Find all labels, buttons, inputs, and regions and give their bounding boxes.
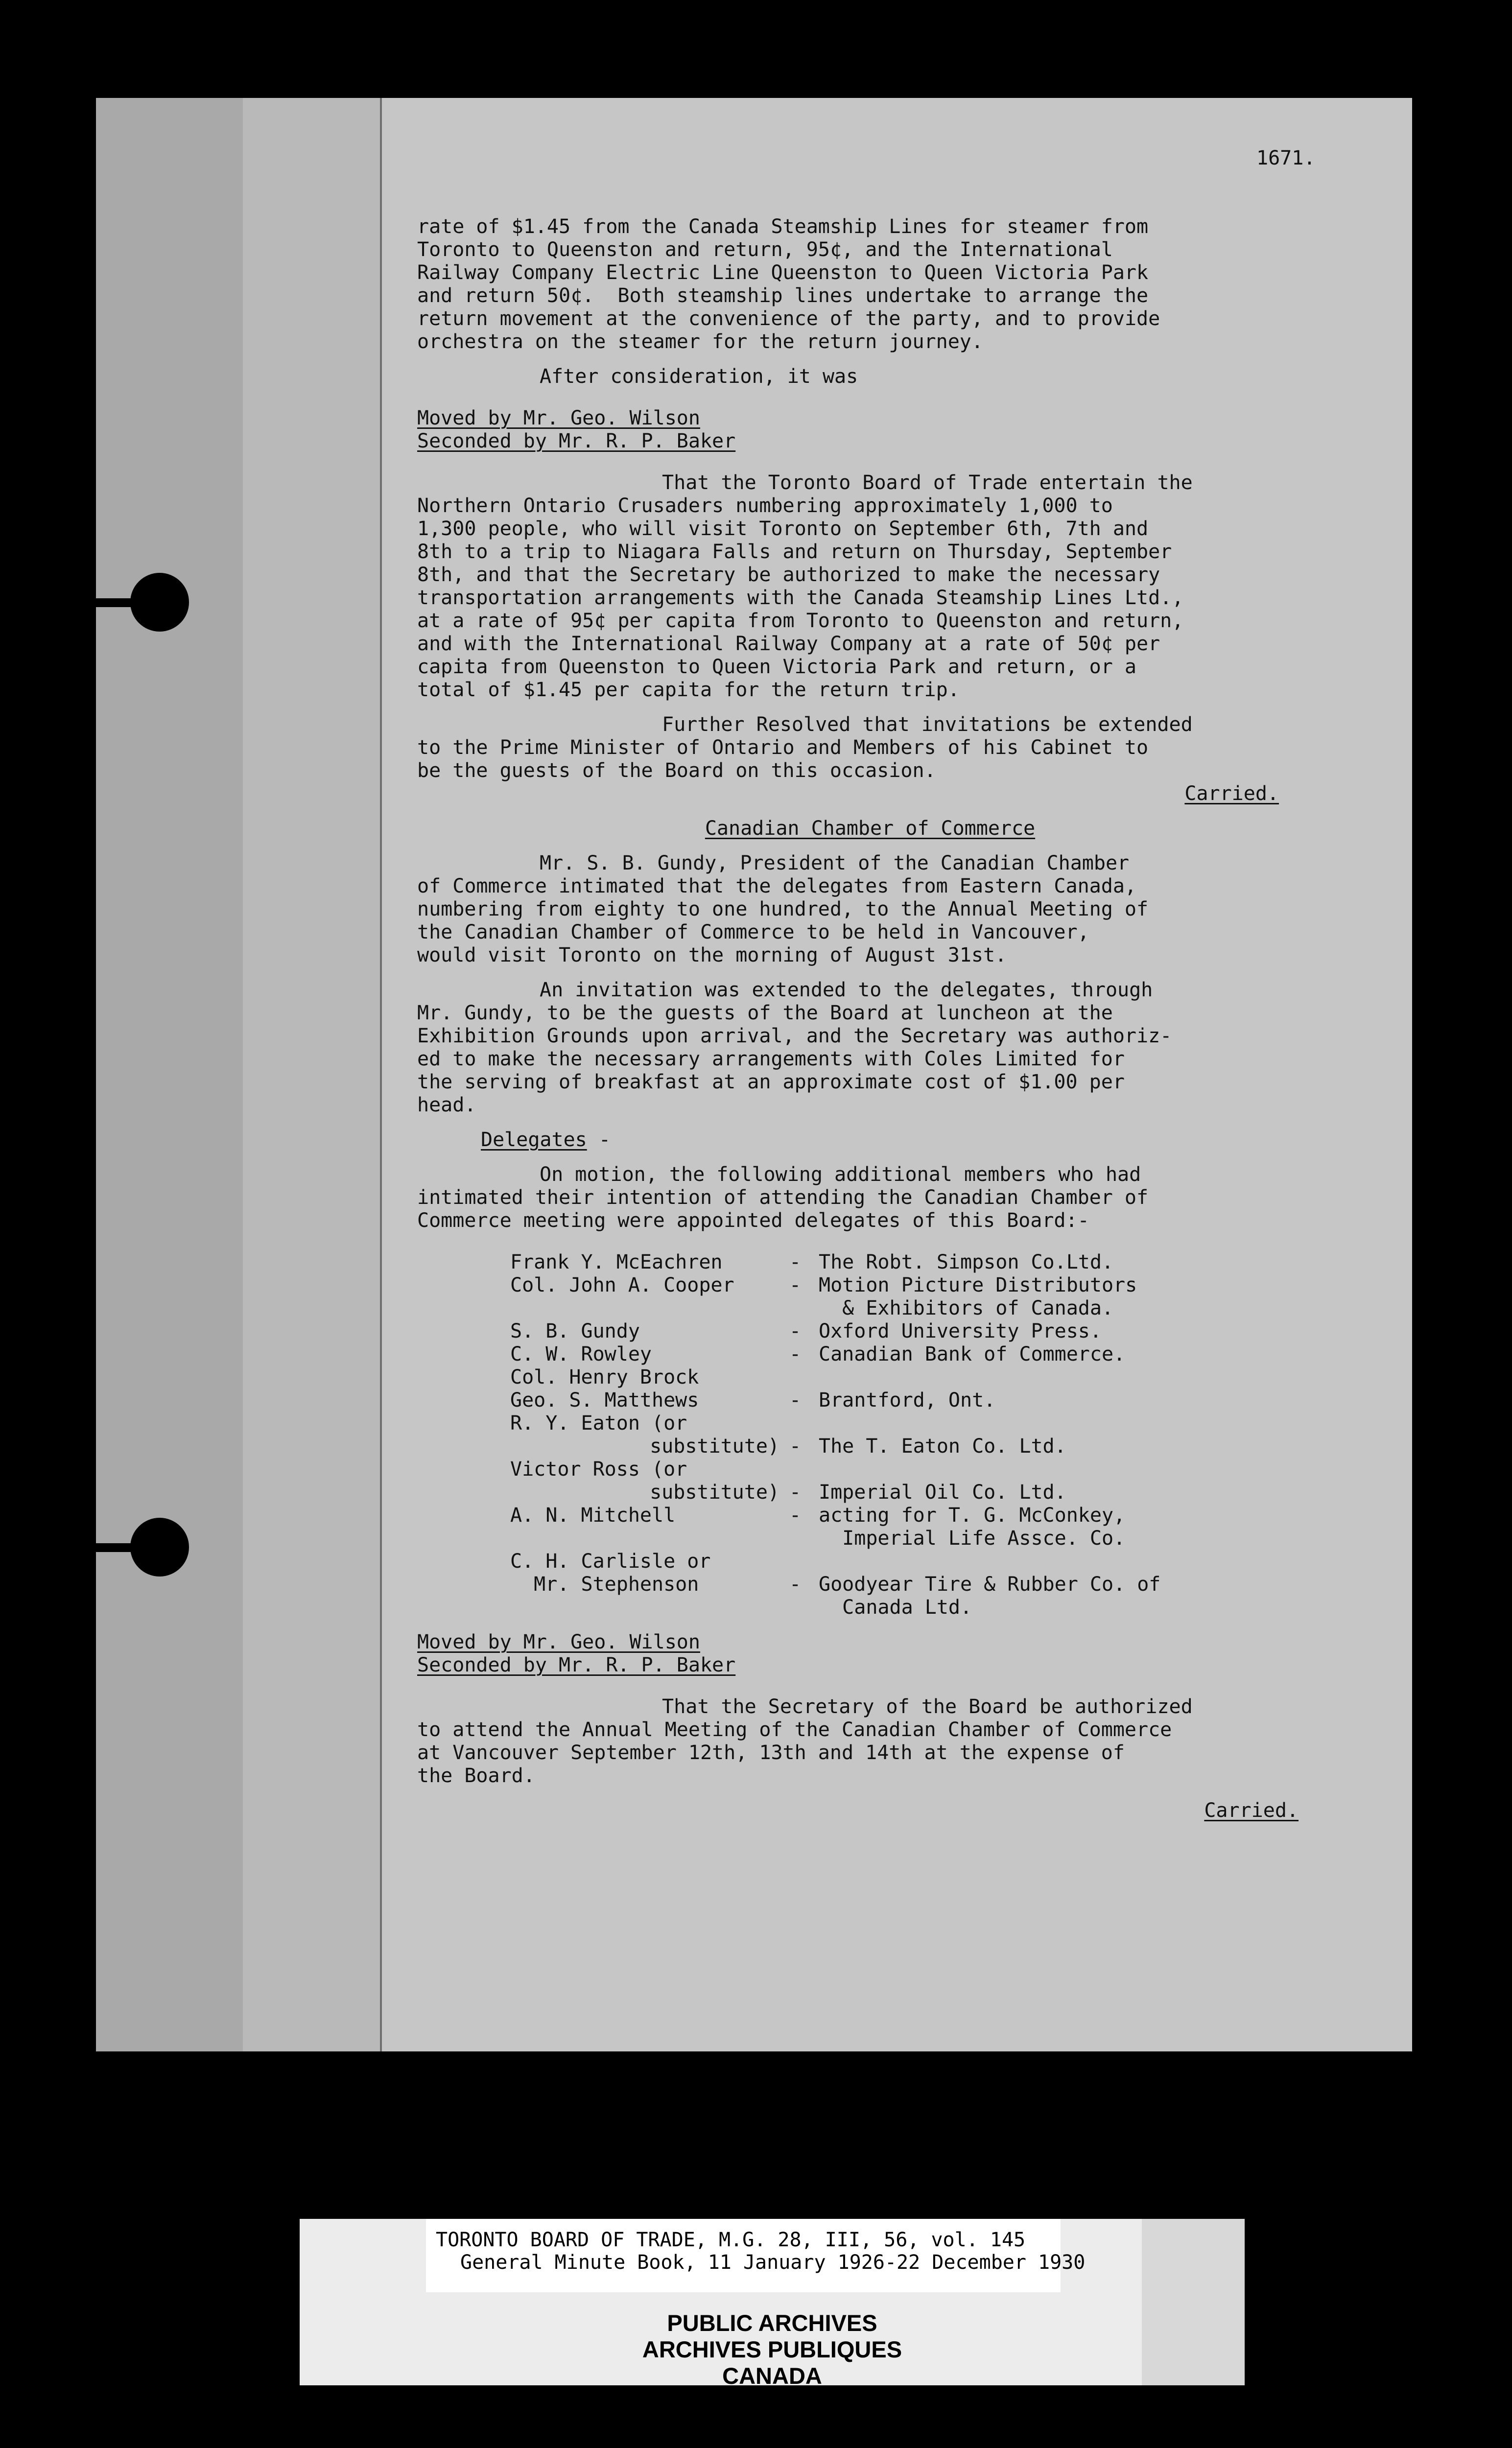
seconded-by: Seconded by Mr. R. P. Baker xyxy=(417,430,736,452)
text-line: of Commerce intimated that the delegates from Eastern Canada, xyxy=(417,875,1137,897)
text-line: to the Prime Minister of Ontario and Members of his Cabinet to xyxy=(417,736,1149,759)
delegates-heading-row xyxy=(417,1129,1323,1152)
delegate-dash xyxy=(789,1458,819,1481)
delegate-dash xyxy=(789,1366,819,1389)
text-line: numbering from eighty to one hundred, to the Annual Meeting of xyxy=(417,898,1149,920)
delegate-dash: - xyxy=(789,1481,802,1504)
text-line: rate of $1.45 from the Canada Steamship Lines for steamer from xyxy=(417,215,1149,238)
delegate-row xyxy=(417,1389,1323,1412)
seconded-by: Seconded by Mr. R. P. Baker xyxy=(417,1654,736,1676)
delegate-name xyxy=(417,1596,789,1619)
delegate-name: substitute) xyxy=(650,1435,780,1458)
delegate-name xyxy=(417,1527,789,1550)
archive-label xyxy=(300,2219,1245,2389)
text-line: That the Toronto Board of Trade entertain the xyxy=(662,471,1193,494)
text-line: transportation arrangements with the Canada Steamship Lines Ltd., xyxy=(417,587,1184,609)
text-line: Exhibition Grounds upon arrival, and the Secretary was authoriz- xyxy=(417,1025,1172,1047)
text-line: at Vancouver September 12th, 13th and 14th at the expense of xyxy=(417,1742,1125,1764)
margin-rule xyxy=(380,98,382,2051)
delegate-name: Geo. S. Matthews xyxy=(510,1389,699,1412)
delegate-name: C. H. Carlisle or xyxy=(510,1550,711,1573)
delegate-row xyxy=(417,1297,1323,1320)
text-line: An invitation was extended to the delegates, through xyxy=(540,979,1153,1001)
text-line: 8th, and that the Secretary be authorized to make the necessary xyxy=(417,564,1160,586)
delegate-dash: - xyxy=(789,1435,802,1458)
binder-hole-bottom xyxy=(130,1518,189,1577)
text-line: Mr. Gundy, to be the guests of the Board at luncheon at the xyxy=(417,1002,1113,1024)
carried-label: Carried. xyxy=(1204,1799,1299,1822)
delegate-name: Col. John A. Cooper xyxy=(510,1274,734,1296)
delegate-name: Frank Y. McEachren xyxy=(510,1251,723,1273)
carried-label: Carried. xyxy=(1184,782,1279,805)
delegates-heading: Delegates xyxy=(481,1129,587,1151)
delegate-organization: Canada Ltd. xyxy=(819,1596,972,1619)
delegate-organization: Brantford, Ont. xyxy=(819,1389,996,1412)
delegate-name xyxy=(417,1297,789,1320)
text-line: the Canadian Chamber of Commerce to be held in Vancouver, xyxy=(417,921,1089,943)
delegate-organization: Oxford University Press. xyxy=(819,1320,1102,1342)
delegate-dash xyxy=(789,1297,819,1320)
delegate-organization: acting for T. G. McConkey, xyxy=(819,1504,1126,1527)
text-line: Railway Company Electric Line Queenston to Queen Victoria Park xyxy=(417,261,1149,284)
page-mid-shade xyxy=(243,98,380,2051)
delegate-name: R. Y. Eaton (or xyxy=(510,1412,687,1435)
moved-by: Moved by Mr. Geo. Wilson xyxy=(417,1631,700,1653)
archives-stamp xyxy=(300,2310,1245,2389)
text-line: return movement at the convenience of the party, and to provide xyxy=(417,307,1160,330)
delegate-name: A. N. Mitchell xyxy=(510,1504,676,1527)
delegate-row xyxy=(417,1366,1323,1389)
delegate-row xyxy=(417,1550,1323,1573)
delegate-organization: The T. Eaton Co. Ltd. xyxy=(819,1435,1066,1458)
delegate-dash: - xyxy=(789,1343,802,1365)
archive-citation xyxy=(426,2219,1086,2292)
delegate-name: Victor Ross (or xyxy=(510,1458,687,1481)
paragraph-invitation xyxy=(417,979,1323,1117)
delegate-dash: - xyxy=(789,1251,802,1273)
text-line: and return 50¢. Both steamship lines undertake to arrange the xyxy=(417,284,1149,307)
delegate-organization: Motion Picture Distributors xyxy=(819,1274,1137,1296)
text-line: to attend the Annual Meeting of the Canadian Chamber of Commerce xyxy=(417,1718,1172,1741)
minutes-text xyxy=(417,215,1323,1822)
after-consideration: After consideration, it was xyxy=(540,365,858,388)
delegate-dash xyxy=(789,1550,819,1573)
delegate-row xyxy=(417,1481,1323,1504)
paragraph-motion xyxy=(417,1163,1323,1232)
text-line: at a rate of 95¢ per capita from Toronto to Queenston and return, xyxy=(417,610,1184,632)
delegate-dash: - xyxy=(789,1389,802,1412)
archives-line: CANADA xyxy=(722,2363,822,2389)
delegate-dash: - xyxy=(789,1504,802,1527)
delegates-dash: - xyxy=(587,1129,611,1151)
text-line: That the Secretary of the Board be authorized xyxy=(662,1695,1193,1718)
text-line: orchestra on the steamer for the return journey. xyxy=(417,330,983,353)
text-line: Commerce meeting were appointed delegates of this Board:- xyxy=(417,1209,1089,1232)
delegate-name: S. B. Gundy xyxy=(510,1320,640,1342)
text-line: Northern Ontario Crusaders numbering approximately 1,000 to xyxy=(417,494,1113,517)
delegate-name: Col. Henry Brock xyxy=(510,1366,699,1389)
delegate-row xyxy=(417,1527,1323,1550)
text-line: ed to make the necessary arrangements with Coles Limited for xyxy=(417,1048,1125,1070)
delegate-dash: - xyxy=(789,1573,802,1596)
delegate-name: C. W. Rowley xyxy=(510,1343,652,1365)
delegate-row xyxy=(417,1320,1323,1343)
citation-line-1: TORONTO BOARD OF TRADE, M.G. 28, III, 56, vol. 145 xyxy=(436,2229,1026,2251)
delegate-row xyxy=(417,1343,1323,1366)
text-line: intimated their intention of attending the Canadian Chamber of xyxy=(417,1186,1149,1209)
delegate-row xyxy=(417,1435,1323,1458)
delegate-dash: - xyxy=(789,1274,802,1296)
text-line: Mr. S. B. Gundy, President of the Canadian Chamber xyxy=(540,852,1130,874)
text-line: the serving of breakfast at an approximate cost of $1.00 per xyxy=(417,1071,1125,1093)
text-line: and with the International Railway Company at a rate of 50¢ per xyxy=(417,633,1160,655)
delegate-organization: The Robt. Simpson Co.Ltd. xyxy=(819,1251,1114,1273)
text-line: Toronto to Queenston and return, 95¢, and the International xyxy=(417,238,1113,261)
citation-line-2: General Minute Book, 11 January 1926-22 December 1930 xyxy=(460,2251,1086,2274)
archives-line: ARCHIVES PUBLIQUES xyxy=(642,2336,902,2362)
delegate-dash xyxy=(789,1412,819,1435)
resolution-invitations xyxy=(417,713,1323,782)
delegate-organization: & Exhibitors of Canada. xyxy=(819,1297,1114,1319)
delegate-organization: Imperial Life Assce. Co. xyxy=(819,1527,1126,1550)
delegate-row xyxy=(417,1573,1323,1596)
delegate-organization: Goodyear Tire & Rubber Co. of xyxy=(819,1573,1161,1596)
binder-hole-top xyxy=(130,573,189,632)
delegate-row xyxy=(417,1251,1323,1274)
text-line: the Board. xyxy=(417,1765,535,1787)
text-line: capita from Queenston to Queen Victoria Park and return, or a xyxy=(417,656,1137,678)
delegate-organization: Canadian Bank of Commerce. xyxy=(819,1343,1126,1365)
delegate-row xyxy=(417,1504,1323,1527)
delegate-name: substitute) xyxy=(650,1481,780,1504)
delegate-row xyxy=(417,1274,1323,1297)
moved-by: Moved by Mr. Geo. Wilson xyxy=(417,407,700,429)
text-line: total of $1.45 per capita for the return trip. xyxy=(417,679,960,701)
resolution-secretary xyxy=(417,1695,1323,1788)
delegate-row xyxy=(417,1412,1323,1435)
section-heading: Canadian Chamber of Commerce xyxy=(705,817,1036,840)
text-line: On motion, the following additional members who had xyxy=(540,1163,1141,1186)
delegate-dash xyxy=(789,1527,819,1550)
delegate-row xyxy=(417,1458,1323,1481)
text-line: would visit Toronto on the morning of August 31st. xyxy=(417,944,1007,966)
text-line: head. xyxy=(417,1094,476,1116)
archives-line: PUBLIC ARCHIVES xyxy=(667,2310,877,2336)
delegate-dash xyxy=(789,1596,819,1619)
delegate-row xyxy=(417,1596,1323,1619)
page-left-shade xyxy=(96,98,243,2051)
resolution-crusaders xyxy=(417,471,1323,702)
delegate-name: Mr. Stephenson xyxy=(510,1573,699,1596)
delegate-dash: - xyxy=(789,1320,802,1342)
paragraph-fares xyxy=(417,215,1323,353)
paragraph-gundy xyxy=(417,852,1323,967)
text-line: 1,300 people, who will visit Toronto on September 6th, 7th and xyxy=(417,518,1149,540)
text-line: 8th to a trip to Niagara Falls and return on Thursday, September xyxy=(417,541,1172,563)
page-number: 1671. xyxy=(1256,147,1316,169)
text-line: be the guests of the Board on this occasion. xyxy=(417,759,936,782)
text-line: Further Resolved that invitations be extended xyxy=(662,713,1193,736)
delegate-organization: Imperial Oil Co. Ltd. xyxy=(819,1481,1066,1504)
delegate-list xyxy=(417,1251,1323,1619)
